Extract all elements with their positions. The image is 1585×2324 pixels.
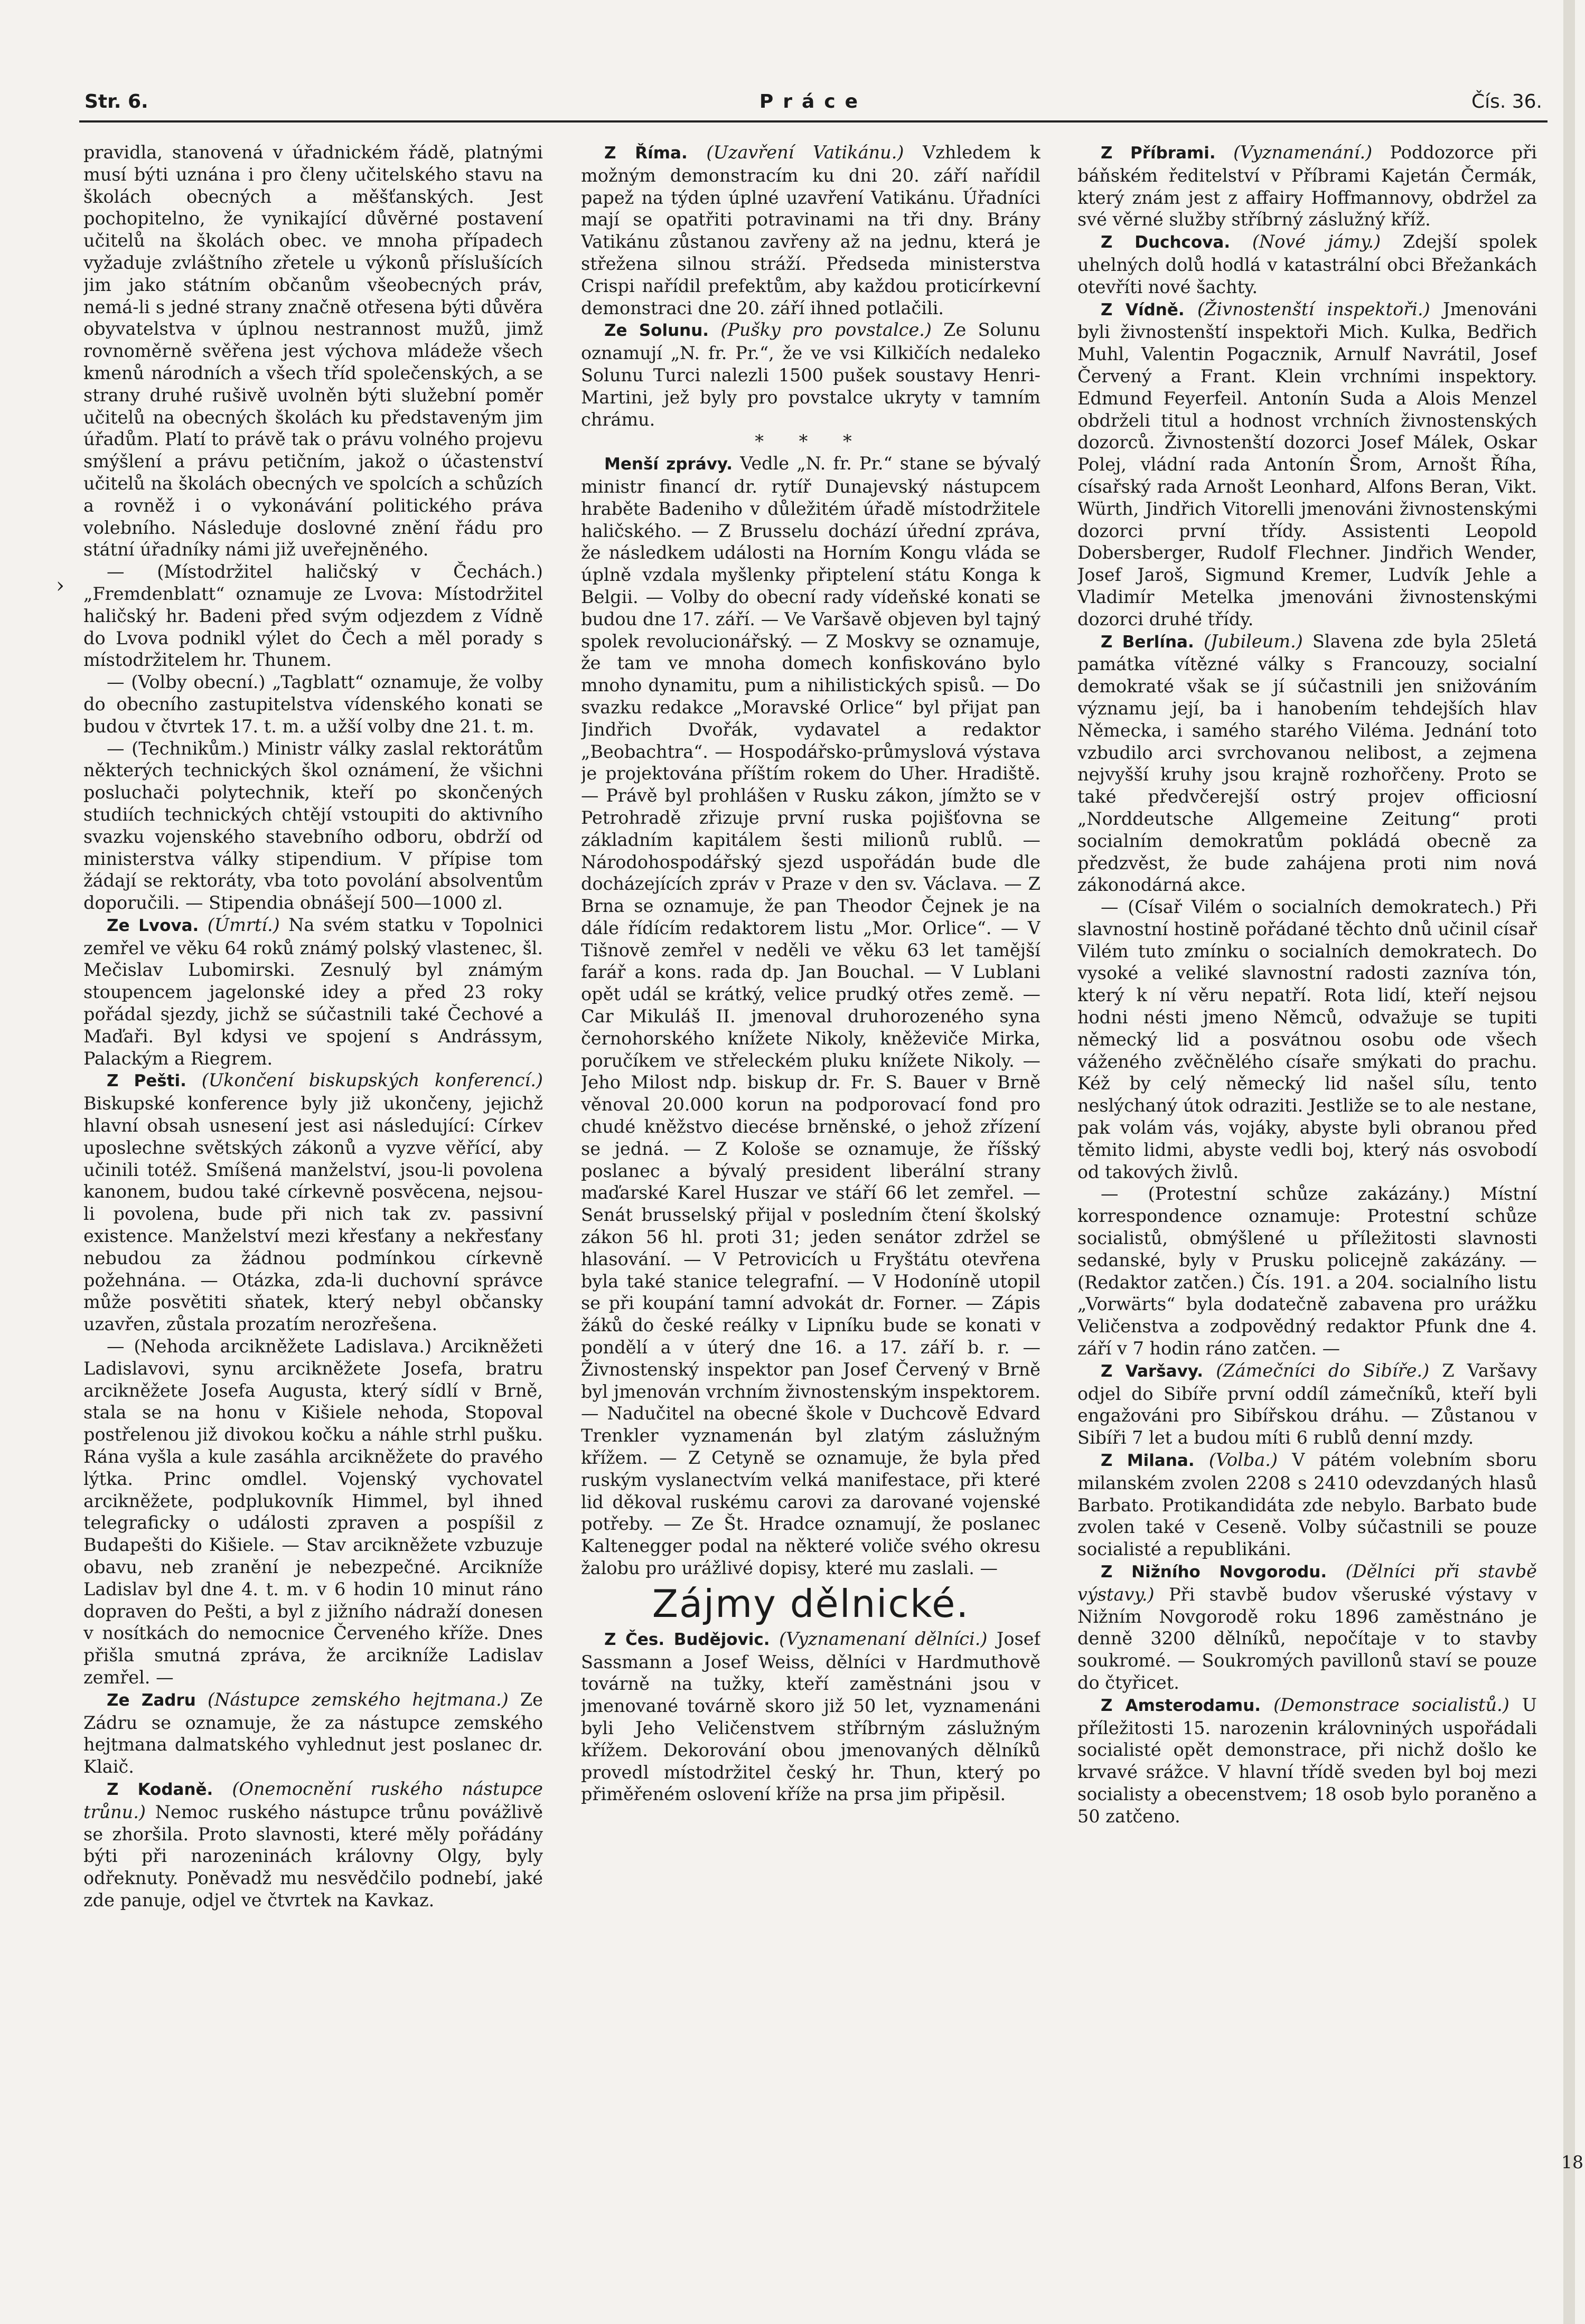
issue-number: Čís. 36. (1471, 91, 1542, 112)
dateline: Z Kodaně. (107, 1780, 213, 1799)
item-title: (Volba.) (1208, 1450, 1278, 1471)
news-item (581, 1628, 1040, 1805)
item-title: (Úmrtí.) (207, 914, 280, 935)
item-text: — (Technikům.) Ministr války zaslal rektorátům některých technických škol oznámení, že všichni posluchači polytechnik, kteří po skončených studiích technických chtějí vstoupiti do aktivního svazku vojenského stavebního odboru, obdrží od ministerstva války stipendium. V přípise tom žádají se rektoráty, vba toto povolání absolventům doporučili. — Stipendia obnášejí 500—1000 zl. (83, 738, 543, 914)
column-2 (581, 142, 1040, 2296)
item-text: Zdejší spolek uhelných dolů hodlá v katastrální obci Břežankách otevříti nové šachty. (1077, 231, 1537, 297)
dateline: Z Příbrami. (1101, 144, 1216, 163)
item-text: — (Císař Vilém o socialních demokratech.) Při slavnostní hostině pořádané těchto dnů učinil císař Vilém tuto zmínku o socialních demokratech. Do vysoké a veliké slavnostní radosti zazníva tón, který k ní věru nepatří. Rota lidí, kteří nejsou hodni nésti jmeno Němců, odvažuje se tupiti německý lid a posvátnou osobu ode všech váženého zvěčnělého císaře smýkati do prachu. Kéž by celý německý lid našel sílu, tento neslýchaný útok odraziti. Jestliže se to ale nestane, pak volám vás, vojáky, abyste byli obranou před těmito lidmi, abyste vedli boj, který nás osvobodí od takových živlů. (1077, 897, 1537, 1182)
item-text: V pátém volebním sboru milanském zvolen 2208 s 2410 odevzdaných hlasů Barbato. Protikandidáta zde nebylo. Barbato bude zvolen také v Ceseně. Volby súčastnili se pouze socialisté a republikáni. (1077, 1450, 1537, 1560)
item-text: Biskupské konference byly již ukončeny, jejichž hlavní obsah usnesení jest asi následující: Církev uposlechne světských zákonů a vyzve věřící, aby učinili totéž. Smíšená manželství, jsou-li povolena kanonem, budou také církevně posvěcena, nejsou-li povolena, bude při nich tak zv. passivní existence. Manželství mezi křesťany a nekřesťany nebudou za žádnou podmínkou církevně požehnána. — Otázka, zda-li duchovní správce může posvětiti sňatek, který nebyl občansky uzavřen, zůstala prozatím nerozřešena. (83, 1093, 543, 1335)
item-text: U příležitosti 15. narozenin královniných uspořádali socialisté opět demonstrace, při nichž došlo ke krvavé srážce. V hlavní třídě sveden byl boj mezi socialisty a obecenstvem; 18 osob bylo poraněno a 50 zatčeno. (1077, 1694, 1537, 1827)
news-item (1077, 1560, 1537, 1694)
item-text: Slavena zde byla 25letá památka vítězné války s Francouzy, socialní demokraté však se jí súčastnili jen snižováním významu její, ba i hanobením tehdejších hlav Německa, i samého starého Viléma. Jednání toto vzbudilo arci svrchovanou nelibost, a zejmena nejvyšší kruhy jsou krajně rozhořčeny. Proto se také předvčerejší ostrý projev officiosní „Norddeutsche Allgemeine Zeitung“ proti socialním demokratům pokládá obecně za předzvěst, že bude zahájena proti nim nová zákonodárná akce. (1077, 631, 1537, 896)
item-title: (Zámečníci do Sibíře.) (1216, 1360, 1430, 1381)
news-item (1077, 231, 1537, 298)
dateline: Z Nižního Novgorodu. (1101, 1563, 1327, 1582)
news-item (1077, 1360, 1537, 1449)
dateline: Z Milana. (1101, 1451, 1195, 1471)
dateline: Menší zprávy. (604, 455, 733, 474)
newspaper-title: Práce (759, 91, 868, 112)
news-item (1077, 1694, 1537, 1828)
item-text: pravidla, stanovená v úřadnickém řádě, platnými musí býti uznána i pro členy učitelského stavu na školách obecných a měšťanských. Jest pochopitelno, že vynikající důvěrné postavení učitelů na školách obec. ve mnoha případech vyžaduje zvláštního zřetele u výkonů příslušících jim jako státním občanům všeobecných práv, nemá-li s jedné strany značně otřesena býti důvěra obyvatelstva v úplnou nestrannost mužů, jimž rovnoměrně svěřena jest výchova mládeže všech kmenů národních a všech tříd společenských, a se strany druhé rušivě uvolněn býti služební poměr učitelů na obecných školách ku představeným jim úřadům. Platí to právě tak o právu volného projevu smýšlení a právu petičním, jakož o účastenství učitelů na školách obecných ve spolcích a schůzích a rovněž i o vykonávání politického práva volebního. Následuje doslovné znění řádu pro státní úřadníky námi již uveřejněného. (83, 142, 543, 560)
item-text: — (Místodržitel haličský v Čechách.) „Fremdenblatt“ oznamuje ze Lvova: Místodržitel haličský hr. Badeni před svým odjezdem z Vídně do Lvova podnikl výlet do Čech a měl porady s místodržitelem hr. Thunem. (83, 561, 543, 671)
item-title: (Vyznamenání.) (1233, 142, 1373, 163)
item-text: Ze Solunu oznamují „N. fr. Pr.“, že ve vsi Kilkičích nedaleko Solunu Turci nalezli 1500 pušek soustavy Henri-Martini, jež byly pro povstalce ukryty v tamním chrámu. (581, 319, 1040, 430)
news-item (581, 453, 1040, 1579)
margin-mark: › (56, 573, 64, 598)
item-text: — (Nehoda arcikněžete Ladislava.) Arcikněžeti Ladislavovi, synu arcikněžete Josefa, bratru arcikněžete Josefa Augusta, který sídlí v Brně, stala se na honu v Kišiele nehoda, Stopoval postřelenou již divokou kočku a náhle strhl pušku. Rána vyšla a kule zasáhla arcikněžete do pravého lýtka. Princ omdlel. Vojenský vychovatel arcikněžete, podplukovník Himmel, byl ihned telegraficky o události zpraven a pospíšil z Budapešti do Kišiele. — Stav arcikněžete vzbuzuje obavu, neb zranění je nebezpečné. Arcikníže Ladislav byl dne 4. t. m. v 6 hodin 10 minut ráno dopraven do Pešti, a byl z jižního nádraží donesen v nosítkách do nemocnice Červeného kříže. Dnes přišla smutná zpráva, že arcikníže Ladislav zemřel. — (83, 1336, 543, 1688)
item-title: (Jubileum.) (1203, 631, 1303, 652)
news-item (1077, 298, 1537, 631)
news-item (83, 1689, 543, 1778)
item-title: (Dělníci při stavbě výstavy.) (1077, 1561, 1537, 1605)
section-separator: * * * (755, 431, 867, 452)
section-heading: Zájmy dělnické. (652, 1581, 970, 1626)
item-text: — (Protestní schůze zakázány.) Místní korrespondence oznamuje: Protestní schůze socialistů, obmýšlené u příležitosti slavnosti sedanské, byly v Prusku policejně zakázány. — (Redaktor zatčen.) Čís. 191. a 204. socialního listu „Vorwärts“ byla dodatečně zabavena pro urážku Veličenstva a zodpovědný redaktor Pfunk dne 4. září v 7 hodin ráno zatčen. — (1077, 1183, 1537, 1359)
news-item (83, 561, 543, 671)
dateline: Z Čes. Budějovic. (604, 1630, 770, 1649)
page-edge (1563, 0, 1575, 2324)
column-3 (1077, 142, 1537, 2296)
item-text: Při stavbě budov všeruské výstavy v Nižním Novgorodě roku 1896 zaměstnáno je denně 3200 dělníků, nepočítaje v to stavby soukromé. — Soukromých pavillonů staví se pouze do čtyřicet. (1077, 1584, 1537, 1693)
news-item (1077, 896, 1537, 1183)
item-text: Vedle „N. fr. Pr.“ stane se bývalý ministr financí dr. rytíř Dunajevský nástupcem hraběte Badeniho v důležitém úřadě místodržitele haličského. — Z Brusselu dochází úřední zpráva, že následkem události na Horním Kongu vláda se úplně vzdala myšlenky připtelení státu Konga k Belgii. — Volby do obecní rady vídeňské konati se budou dne 17. září. — Ve Varšavě objeven byl tajný spolek revolucionářský. — Z Moskvy se oznamuje, že tam ve mnoha domech konfiskováno bylo mnoho dynamitu, pum a nihilistických spisů. — Do svazku redakce „Moravské Orlice“ byl přijat pan Jindřich Dvořák, vydavatel a redaktor „Beobachtra“. — Hospodářsko-průmyslová výstava je projektována příštím rokem do Uher. Hradiště. — Právě byl prohlášen v Rusku zákon, jímžto se v Petrohradě zřizuje první ruska pojišťovna se základním kapitálem šesti milionů rublů. — Národohospodářský sjezd uspořádán bude dle docházejících zpráv v Praze v den sv. Václava. — Z Brna se oznamuje, že pan Theodor Čejnek je na dále řídícím redaktorem listu „Mor. Orlice“. — V Tišnově zemřel v neděli ve věku 63 let tamější farář a kons. rada dp. Jan Bouchal. — V Lublani opět udál se krátký, velice prudký otřes země. — Car Mikuláš II. jmenoval druhorozeného syna černohorského knížete Nikoly, kněževiče Mirka, poručíkem ve střeleckém pluku knížete Nikoly. — Jeho Milost ndp. biskup dr. Fr. S. Bauer v Brně věnoval 20.000 korun na podporovací fond pro chudé kněžstvo diecése brněnské, o jehož zřízení se jedná. — Z Kološe se oznamuje, že říšský poslanec a bývalý president liberální strany maďarské Karel Huszar ve stáří 66 let zemřel. — Senát brusselský přijal v posledním čtení školský zákon 56 hl. proti 31; jeden senátor zdržel se hlasování. — V Petrovicích u Fryštátu otevřena byla také stanice telegrafní. — V Hodoníně utopil se při koupání tamní advokát dr. Forner. — Zápis žáků do české reálky v Lipníku bude se konati v pondělí a v úterý dne 16. a 17. září b. r. — Živnostenský inspektor pan Josef Červený v Brně byl jmenován vrchním živnostenským inspektorem. — Nadučitel na obecné škole v Duchcově Edvard Trenkler vyznamenán byl zlatým záslužným křížem. — Z Cetyně se oznamuje, že byla před ruským vyslanectvím velká manifestace, při které lid děkoval ruskému carovi za darované vojenské potřeby. — Ze Št. Hradce oznamují, že poslanec Kaltenegger podal na některé voliče svého okresu žalobu pro urážlivé dopisy, které mu zaslali. — (581, 453, 1040, 1578)
dateline: Ze Solunu. (604, 321, 709, 341)
dateline: Z Vídně. (1101, 300, 1185, 319)
dateline: Z Amsterodamu. (1101, 1696, 1261, 1715)
item-title: (Nástupce zemského hejtmana.) (208, 1689, 509, 1710)
page-number: Str. 6. (85, 91, 148, 112)
dateline: Z Pešti. (107, 1071, 186, 1091)
news-item (581, 142, 1040, 319)
dateline: Ze Zadru (107, 1690, 196, 1710)
item-title: (Onemocnění ruského nástupce trůnu.) (83, 1778, 543, 1822)
dateline: Z Říma. (604, 144, 688, 163)
dateline: Ze Lvova. (107, 916, 199, 935)
news-item (1077, 1449, 1537, 1560)
item-text: Nemoc ruského nástupce trůnu povážlivě se zhoršila. Proto slavnosti, které měly pořádány býti při narozeninách královny Olgy, byly odřeknuty. Poněvadž mu nesvědčilo podnebí, jaké zde panuje, odjel ve čtvrtek na Kavkaz. (83, 1801, 543, 1911)
news-item (83, 142, 543, 561)
dateline: Z Berlína. (1101, 632, 1194, 652)
news-item (83, 914, 543, 1070)
news-item (83, 1335, 543, 1689)
header-rule (79, 120, 1548, 123)
item-text: Ze Zádru se oznamuje, že za nástupce zemského hejtmana dalmatského vyhlednut jest poslanec dr. Klaič. (83, 1689, 543, 1777)
news-item (83, 738, 543, 914)
margin-number: 18 (1561, 2152, 1583, 2172)
news-item (83, 1069, 543, 1335)
news-item (83, 1778, 543, 1912)
item-title: (Nové jámy.) (1252, 231, 1381, 252)
dateline: Z Varšavy. (1101, 1361, 1204, 1381)
item-text: Jmenováni byli živnostenští inspektoři Mich. Kulka, Bedřich Muhl, Valentin Pogacznik, Arnulf Navrátil, Josef Červený a Frant. Klein vrchními inspektory. Edmund Feyerfeil. Antonín Suda a Alois Menzel obdrželi titul a hodnost vrchních živnostenských dozorců. Živnostenští dozorci Josef Málek, Oskar Polej, vládní rada Antonín Šrom, Arnošt Říha, císařský rada Arnošt Leonhard, Alfons Beran, Vikt. Würth, Jindřich Vitorelli jmenováni živnostenskými dozorci první třídy. Assistenti Leopold Dobersberger, Rudolf Flechner. Jindřich Wender, Josef Jaroš, Sigmund Kremer, Ludvík Jehle a Vladimír Metelka jmenováni živnostenskými dozorci druhé třídy. (1077, 298, 1537, 629)
item-text: Poddozorce při báňském ředitelství v Příbrami Kajetán Čermák, který znám jest z affairy Hoffmannovy, obdržel za své věrné služby stříbrný záslužný kříž. (1077, 142, 1537, 230)
item-title: (Demonstrace socialistů.) (1273, 1694, 1509, 1715)
dateline: Z Duchcova. (1101, 233, 1231, 252)
page-header (85, 89, 1542, 120)
news-item (83, 671, 543, 737)
item-text: Z Varšavy odjel do Sibíře první oddíl zámečníků, kteří byli engažováni pro Sibířskou dráhu. — Zůstanou v Sibíři 7 let a budou míti 6 rublů denní mzdy. (1077, 1360, 1537, 1448)
news-item (1077, 1183, 1537, 1359)
item-title: (Uzavření Vatikánu.) (706, 142, 904, 163)
item-text: Josef Sassmann a Josef Weiss, dělníci v Hardmuthově továrně na tužky, kteří zaměstnáni jsou v jmenované továrně skoro již 50 let, vyznamenáni byli Jeho Veličenstvem stříbrným záslužným křížem. Dekorování obou jmenovaných dělníků provedl místodržitel český hr. Thun, který po přiměřeném oslovení kříže na prsa jim připěsil. (581, 1628, 1040, 1805)
news-item (1077, 631, 1537, 897)
item-title: (Pušky pro povstalce.) (720, 319, 932, 341)
item-title: (Vyznamenaní dělníci.) (779, 1628, 988, 1649)
item-text: Na svém statku v Topolnici zemřel ve věku 64 roků známý polský vlastenec, šl. Mečislav Lubomirski. Zesnulý byl známým stoupencem jagelonské idey a před 23 roky pořádal sjezdy, jichž se súčastnili také Čechové a Maďaři. Byl kdysi ve spojení s Andrássym, Palackým a Riegrem. (83, 914, 543, 1069)
item-text: — (Volby obecní.) „Tagblatt“ oznamuje, že volby do obecního zastupitelstva vídenského konati se budou v čtvrtek 17. t. m. a užší volby dne 21. t. m. (83, 672, 543, 737)
item-title: (Ukončení biskupských konferencí.) (201, 1070, 543, 1091)
column-1 (83, 142, 543, 2296)
item-title: (Živnostenští inspektoři.) (1197, 298, 1430, 319)
news-item (581, 319, 1040, 430)
news-item (1077, 142, 1537, 231)
item-text: Vzhledem k možným demonstracím ku dni 20. září nařídil papež na týden úplné uzavření Vatikánu. Úřadníci mají se opatřiti potravinami na tři dny. Brány Vatikánu zůstanou zavřeny až na jednu, která je střežena silnou stráží. Předseda ministerstva Crispi nařídil prefektům, aby každou proticírkevní demonstraci dne 20. září ihned potlačili. (581, 142, 1040, 318)
